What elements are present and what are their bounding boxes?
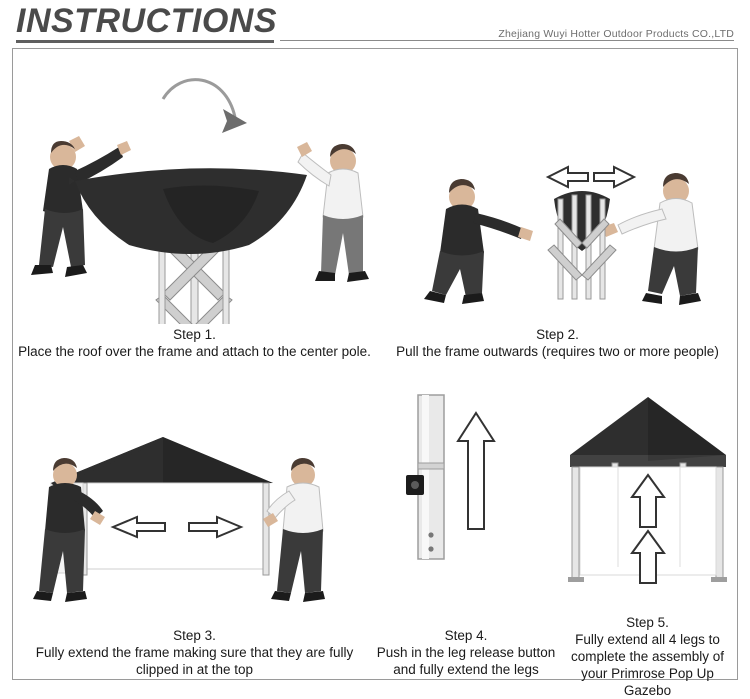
- step-4-label: Step 4.: [444, 628, 488, 643]
- step-5-illustration: [556, 379, 739, 614]
- gazebo-leg: [406, 395, 444, 559]
- step-1-illustration: [13, 49, 376, 324]
- company-name: Zhejiang Wuyi Hotter Outdoor Products CO.,LTD: [498, 28, 734, 40]
- step-3-illustration: [13, 379, 376, 627]
- step-2-panel: [376, 49, 739, 379]
- person-right: [602, 173, 701, 305]
- instructions-frame: [12, 48, 738, 698]
- step-3-text: Fully extend the frame making sure that they are fully clipped in at the top: [35, 645, 354, 677]
- step-2-caption: [376, 326, 739, 360]
- step-3-label: Step 3.: [173, 628, 216, 643]
- step-4-panel: [376, 379, 556, 681]
- step-5-label: Step 5.: [626, 615, 669, 630]
- header-divider: [280, 40, 734, 41]
- step-3-caption: [13, 627, 376, 678]
- step-4-illustration: [376, 379, 556, 627]
- step-4-caption: [376, 627, 556, 678]
- step-1-label: Step 1.: [173, 327, 216, 342]
- step-2-label: Step 2.: [536, 327, 579, 342]
- step-5-caption: [556, 614, 739, 699]
- outward-arrows: [548, 167, 634, 187]
- step-2-text: Pull the frame outwards (requires two or more people): [396, 344, 719, 359]
- step-5-panel: [556, 379, 739, 698]
- folded-frame: [548, 191, 616, 299]
- step-1-caption: [13, 326, 376, 360]
- step-4-text: Push in the leg release button and fully extend the legs: [376, 645, 556, 677]
- step-3-panel: [13, 379, 376, 681]
- step-5-text: Fully extend all 4 legs to complete the assembly of your Primrose Pop Up Gazebo: [570, 632, 725, 698]
- step-2-illustration: [376, 49, 739, 324]
- canopy-cloth: [69, 168, 307, 254]
- step-1-text: Place the roof over the frame and attach to the center pole.: [18, 344, 371, 359]
- title-underline: [16, 40, 274, 43]
- person-right: [263, 458, 325, 602]
- step-1-panel: [13, 49, 376, 379]
- person-right: [297, 142, 369, 282]
- page-title: INSTRUCTIONS: [16, 2, 277, 40]
- person-left: [424, 179, 533, 304]
- page-header: [0, 0, 750, 52]
